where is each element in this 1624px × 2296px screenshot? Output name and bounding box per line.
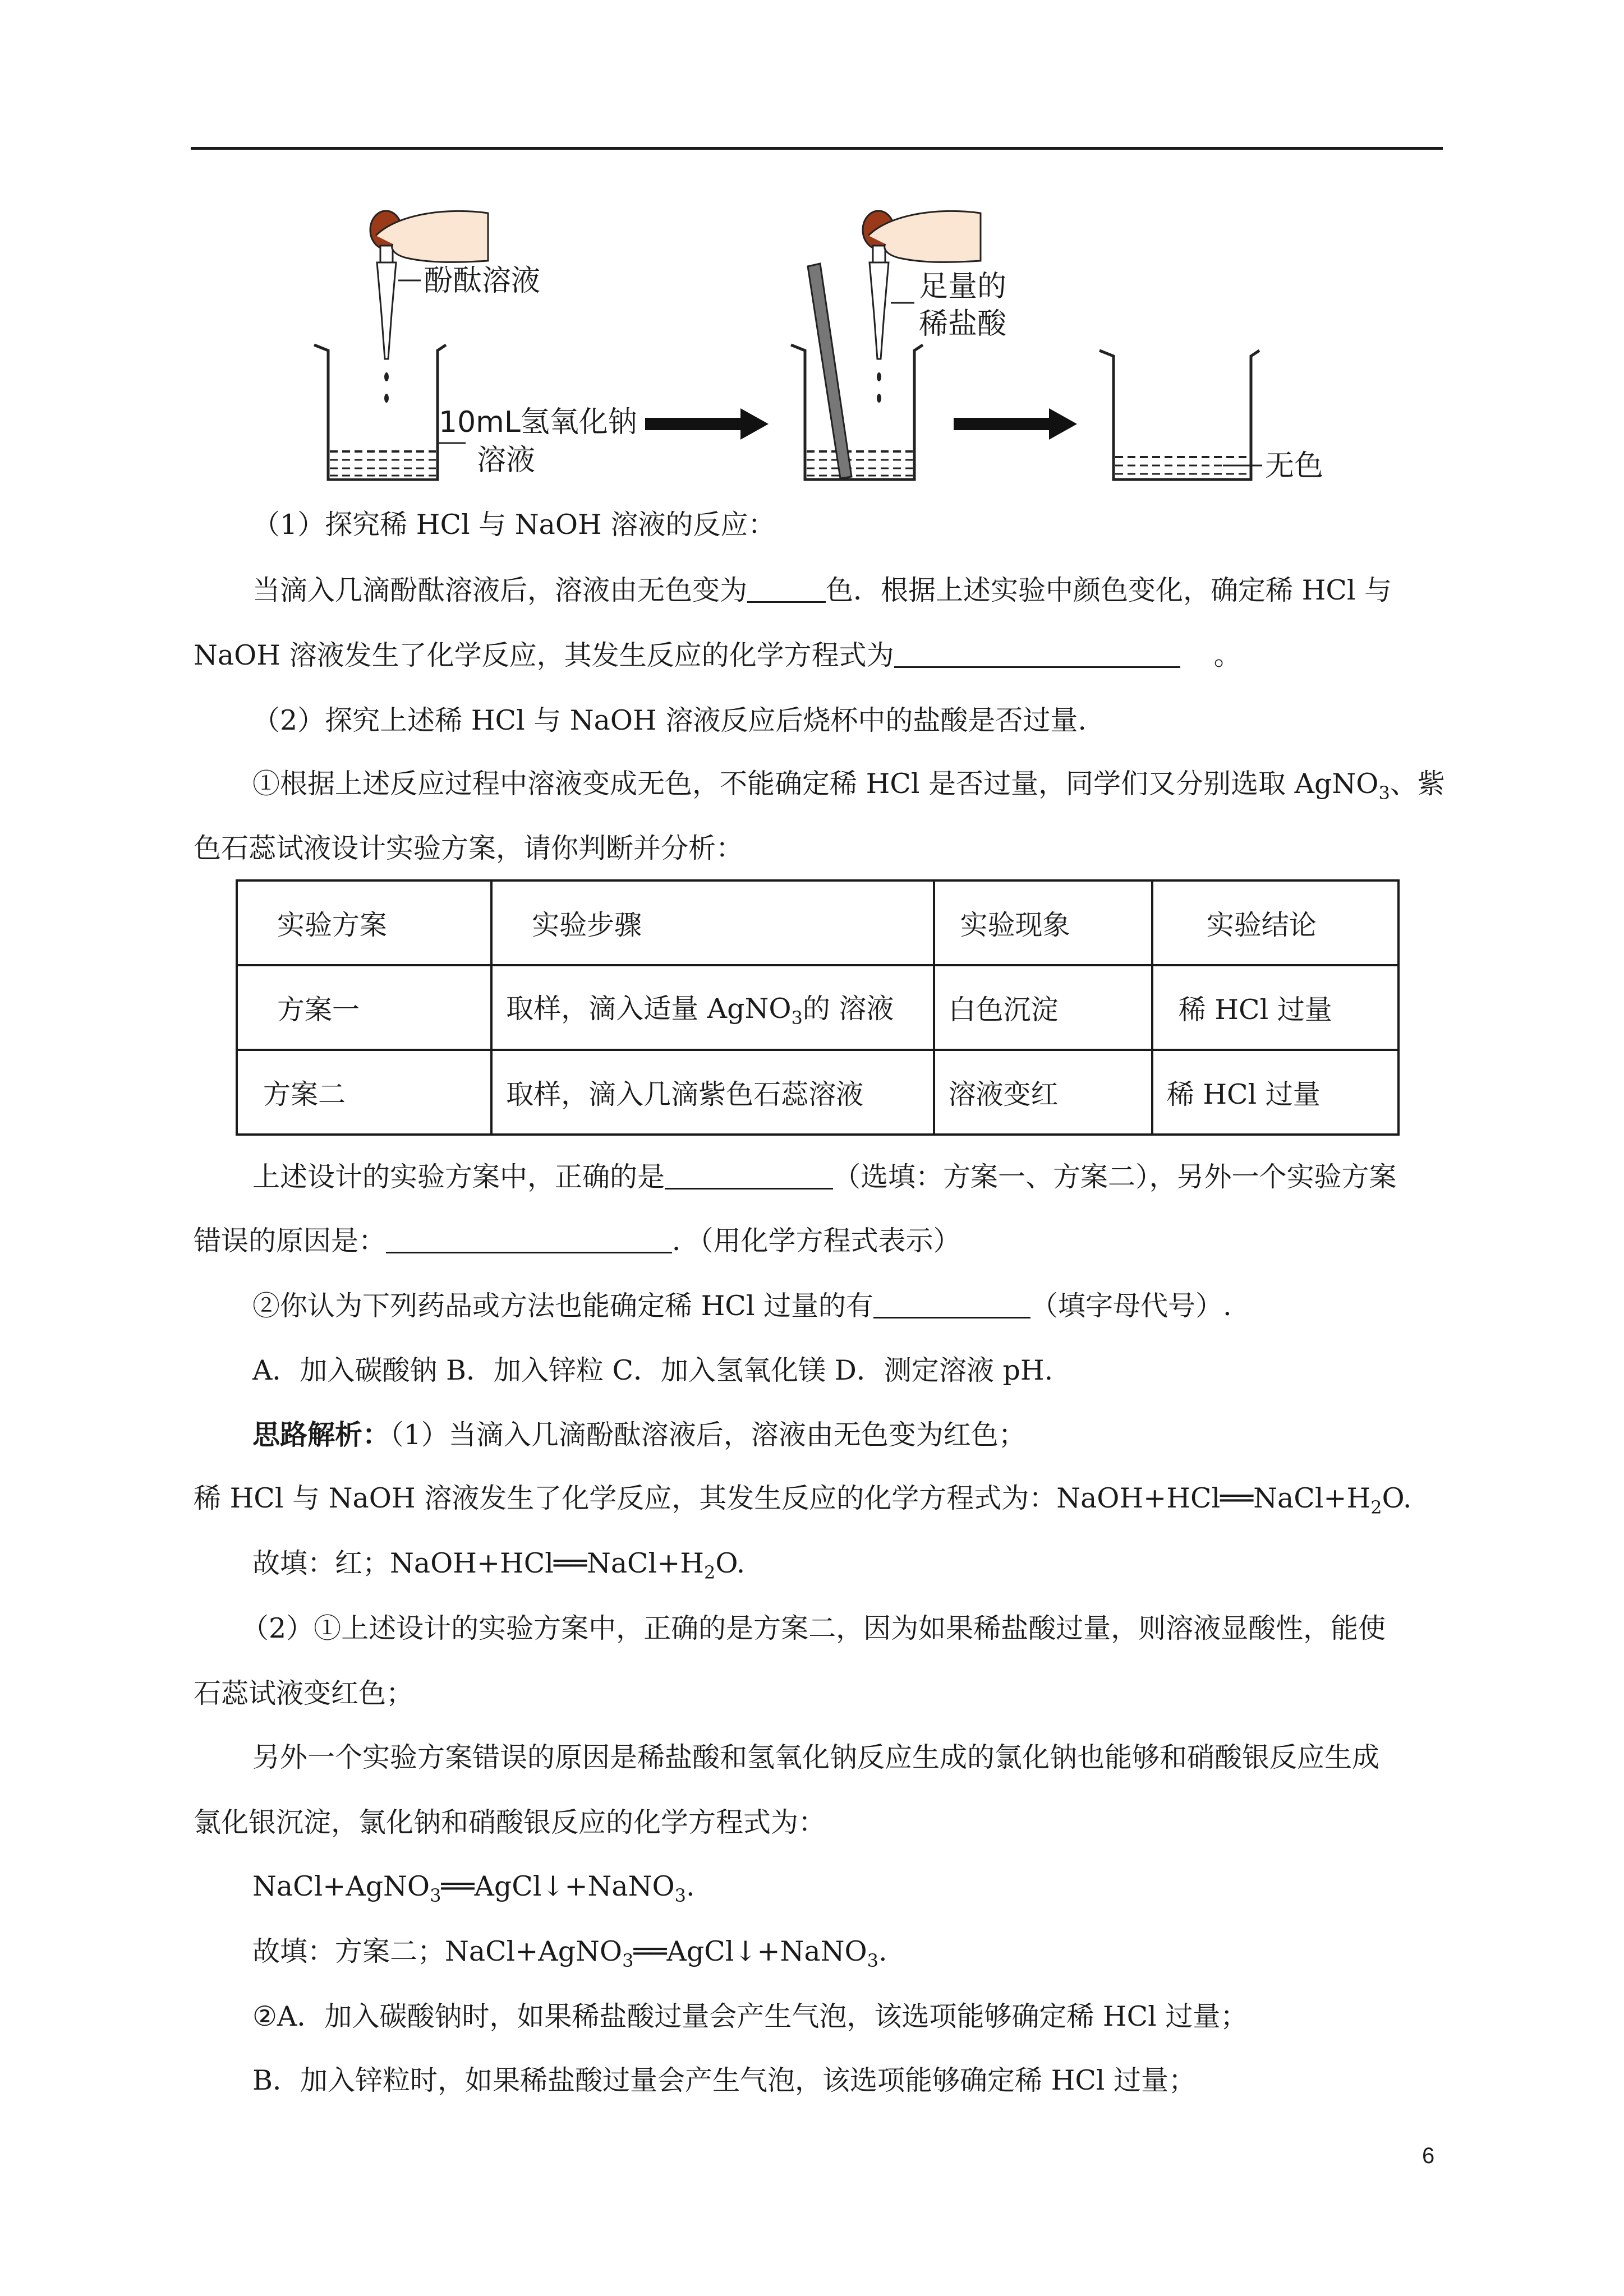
row1-conclusion: 稀 HCl 过量 [1152, 965, 1398, 1050]
after-table-paragraph-3 [252, 1289, 1447, 1323]
experiment-figure [292, 196, 1470, 488]
analysis-p9-text-a: 故填：方案二；NaCl+AgNO [252, 1935, 623, 1967]
analysis-paragraph-1 [252, 1418, 1447, 1452]
answer-blank-plan[interactable] [665, 1160, 833, 1190]
q2-title: （2）探究上述稀 HCl 与 NaOH 溶液反应后烧杯中的盐酸是否过量. [252, 704, 1087, 736]
analysis-paragraph-3 [252, 1547, 1447, 1589]
analysis-p8-text-a: NaCl+AgNO [252, 1870, 430, 1902]
analysis-p1-text: （1）当滴入几滴酚酞溶液后，溶液由无色变为红色； [390, 1419, 1026, 1451]
glass-rod [808, 264, 852, 478]
row1-step-text-a: 取样，滴入适量 AgNO [506, 992, 792, 1025]
q2-paragraph-1 [252, 767, 1447, 810]
q1-paragraph-1 [252, 573, 1447, 607]
analysis-p9-text-b: ══AgCl↓+NaNO [633, 1935, 867, 1967]
label-naoh: 10mL氢氧化钠 [439, 405, 637, 439]
analysis-p3-text-b: O. [715, 1547, 746, 1579]
analysis-paragraph-2 [194, 1482, 1444, 1524]
header-rule [191, 147, 1443, 150]
arrow-2 [954, 408, 1077, 440]
analysis-p2-text-a: 稀 HCl 与 NaOH 溶液发生了化学反应，其发生反应的化学方程式为：NaOH+HCl══NaCl+H [194, 1482, 1371, 1514]
q1-p1-text-b: 色．根据上述实验中颜色变化，确定稀 HCl 与 [826, 574, 1392, 606]
analysis-paragraph-11: B．加入锌粒时，如果稀盐酸过量会产生气泡，该选项能够确定稀 HCl 过量； [252, 2064, 1197, 2096]
analysis-p3-subscript: 2 [703, 1561, 716, 1583]
dropper-1 [370, 211, 540, 403]
analysis-p3-text-a: 故填：红；NaOH+HCl══NaCl+H [252, 1547, 704, 1579]
after-p3-text-b: （填字母代号）. [1030, 1290, 1232, 1322]
q2-p1-text-a: ①根据上述反应过程中溶液变成无色，不能确定稀 HCl 是否过量，同学们又分别选取 AgNO [252, 768, 1379, 800]
dropper-2 [863, 211, 1007, 403]
after-p2-text-a: 错误的原因是： [194, 1225, 387, 1257]
table-header-row [237, 880, 1398, 965]
header-plan: 实验方案 [237, 880, 491, 965]
options-line: A．加入碳酸钠 B．加入锌粒 C．加入氢氧化镁 D．测定溶液 pH. [252, 1354, 1053, 1386]
label-hcl: 足量的 [919, 270, 1007, 303]
analysis-p8-text-b: ══AgCl↓+NaNO [441, 1870, 675, 1902]
row2-phenomenon: 溶液变红 [934, 1050, 1152, 1135]
analysis-paragraph-10: ②A．加入碳酸钠时，如果稀盐酸过量会产生气泡，该选项能够确定稀 HCl 过量； [252, 2000, 1248, 2032]
after-p3-text-a: ②你认为下列药品或方法也能确定稀 HCl 过量的有 [252, 1290, 874, 1322]
q2-p1-subscript: 3 [1378, 782, 1390, 804]
after-table-paragraph-2 [194, 1224, 1444, 1258]
analysis-p2-text-b: O. [1382, 1482, 1412, 1514]
analysis-paragraph-5: 石蕊试液变红色； [194, 1677, 414, 1709]
after-table-paragraph-1 [252, 1160, 1447, 1194]
analysis-paragraph-8 [252, 1870, 1447, 1912]
label-naoh-2: 溶液 [477, 444, 536, 477]
q1-paragraph-2 [194, 638, 1444, 672]
row2-step: 取样，滴入几滴紫色石蕊溶液 [491, 1050, 933, 1135]
beaker-2 [791, 345, 923, 480]
header-phenomenon: 实验现象 [934, 880, 1152, 965]
analysis-paragraph-9 [252, 1935, 1447, 1977]
analysis-p9-subscript-1: 3 [622, 1949, 634, 1971]
row2-conclusion: 稀 HCl 过量 [1152, 1050, 1398, 1135]
analysis-p9-subscript-2: 3 [867, 1949, 878, 1971]
label-hcl-2: 稀盐酸 [919, 307, 1007, 341]
row1-step-subscript: 3 [791, 1007, 803, 1029]
q1-p2-text-a: NaOH 溶液发生了化学反应，其发生反应的化学方程式为 [194, 639, 894, 671]
q1-p1-text-a: 当滴入几滴酚酞溶液后，溶液由无色变为 [252, 574, 748, 606]
q1-p2-text-b: 。 [1213, 639, 1241, 671]
arrow-1 [645, 408, 769, 440]
analysis-paragraph-7: 氯化银沉淀，氯化钠和硝酸银反应的化学方程式为： [194, 1806, 826, 1838]
analysis-p8-text-c: . [686, 1870, 695, 1902]
analysis-label: 思路解析： [252, 1418, 390, 1451]
answer-blank-color[interactable] [747, 573, 826, 603]
page-number: 6 [1422, 2143, 1435, 2168]
after-p1-text-b: （选填：方案一、方案二），另外一个实验方案 [833, 1161, 1397, 1193]
row1-phenomenon: 白色沉淀 [934, 965, 1152, 1050]
answer-blank-options[interactable] [873, 1289, 1030, 1318]
analysis-p8-subscript-2: 3 [674, 1884, 686, 1906]
table-row [237, 1050, 1398, 1135]
q1-title: （1）探究稀 HCl 与 NaOH 溶液的反应： [252, 509, 776, 541]
after-p1-text-a: 上述设计的实验方案中，正确的是 [252, 1161, 665, 1193]
row1-plan: 方案一 [237, 965, 491, 1050]
q2-paragraph-2: 色石蕊试液设计实验方案，请你判断并分析： [194, 832, 744, 864]
analysis-paragraph-4: （2）①上述设计的实验方案中，正确的是方案二，因为如果稀盐酸过量，则溶液显酸性，能使 [241, 1612, 1386, 1644]
row1-step [491, 965, 933, 1050]
experiment-table [236, 879, 1400, 1136]
label-colorless: 无色 [1265, 449, 1324, 483]
analysis-p2-subscript: 2 [1370, 1496, 1382, 1518]
answer-blank-equation-2[interactable] [386, 1224, 672, 1253]
analysis-p8-subscript-1: 3 [430, 1884, 441, 1906]
q2-p1-text-b: 、紫 [1390, 768, 1445, 800]
analysis-p9-text-c: . [878, 1935, 887, 1967]
label-indicator: 酚酞溶液 [424, 264, 541, 298]
header-conclusion: 实验结论 [1152, 880, 1398, 965]
table-row [237, 965, 1398, 1050]
answer-blank-equation-1[interactable] [894, 638, 1180, 668]
after-p2-text-b: ．（用化学方程式表示） [672, 1225, 961, 1257]
row2-plan: 方案二 [237, 1050, 491, 1135]
beaker-3 [1099, 351, 1259, 480]
beaker-1 [314, 345, 446, 480]
experiment-diagram [292, 196, 1470, 488]
analysis-paragraph-6: 另外一个实验方案错误的原因是稀盐酸和氢氧化钠反应生成的氯化钠也能够和硝酸银反应生成 [252, 1741, 1380, 1773]
header-step: 实验步骤 [491, 880, 933, 965]
row1-step-text-b: 的 溶液 [802, 992, 894, 1025]
